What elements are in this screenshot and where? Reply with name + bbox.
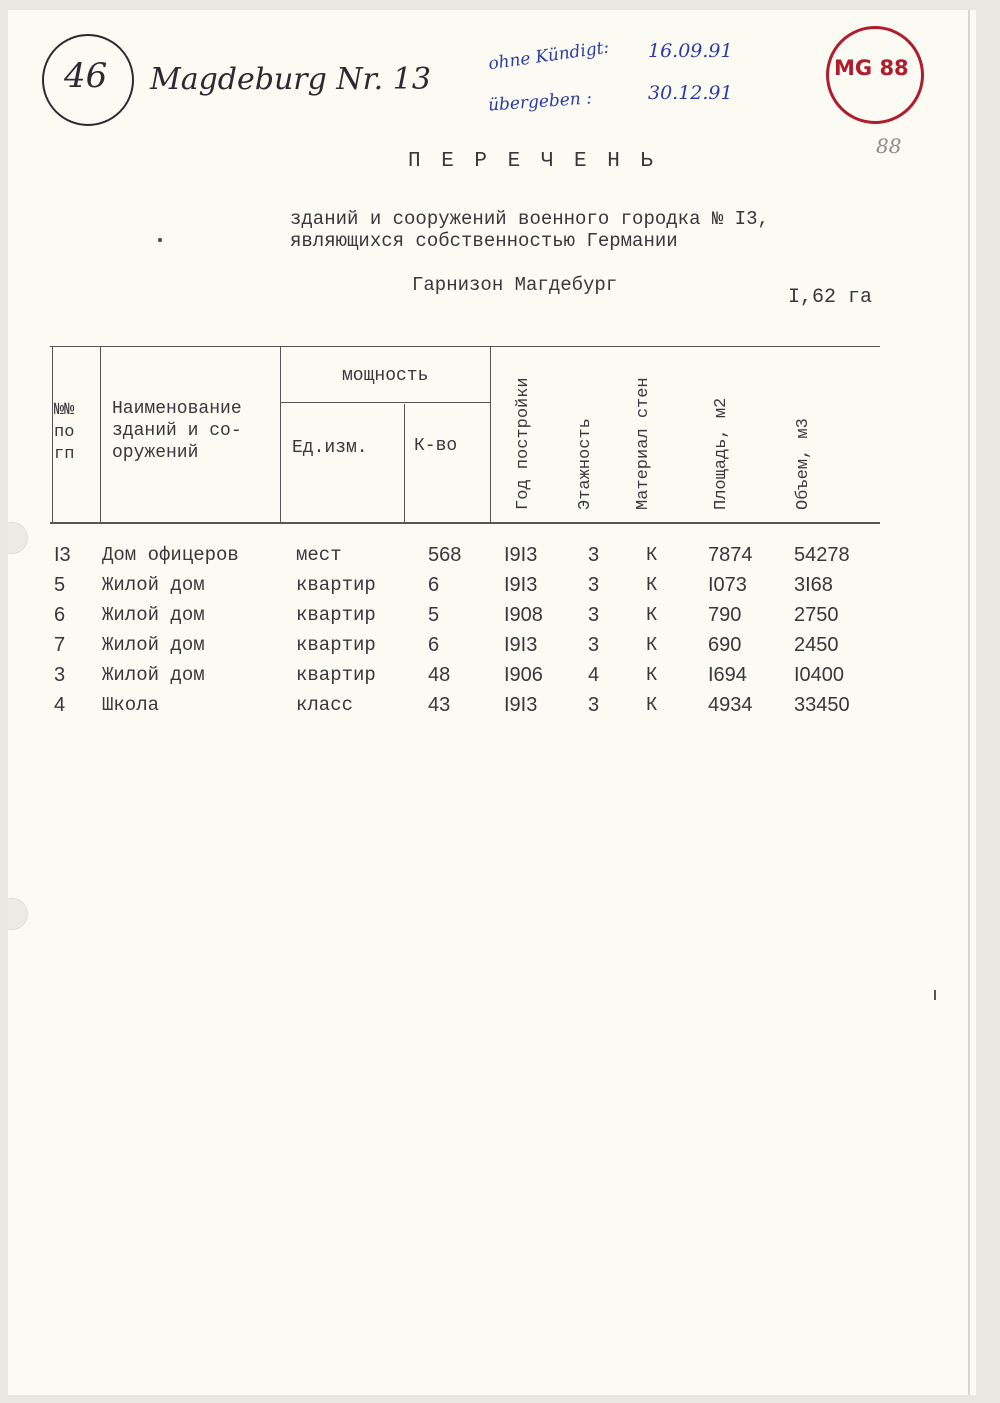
cell-name: Жилой дом [102, 574, 205, 596]
table-top-rule [50, 346, 880, 347]
cell-year: I9I3 [504, 694, 538, 716]
cell-unit: квартир [296, 634, 376, 656]
cell-area: I073 [708, 574, 747, 596]
paper-edge [968, 10, 970, 1395]
cell-material: К [646, 544, 658, 566]
cell-num: I3 [54, 544, 71, 566]
cell-name: Жилой дом [102, 634, 205, 656]
cell-year: I9I3 [504, 544, 538, 566]
cell-volume: I0400 [794, 664, 845, 686]
punch-hole-bottom [8, 898, 28, 930]
cell-num: 6 [54, 604, 66, 626]
document-title: П Е Р Е Ч Е Н Ь [408, 150, 658, 173]
cell-unit: квартир [296, 664, 376, 686]
col-line-3 [404, 404, 405, 524]
cell-unit: квартир [296, 574, 376, 596]
cell-unit: класс [296, 694, 354, 716]
col-line-1 [100, 346, 101, 524]
col-line-4 [490, 346, 491, 524]
subtitle-line2: являющихся собственностью Германии [290, 230, 678, 252]
cell-floors: 3 [588, 634, 600, 656]
cell-name: Жилой дом [102, 664, 205, 686]
cell-qty: 568 [428, 544, 462, 566]
cell-num: 3 [54, 664, 66, 686]
cell-name: Школа [102, 694, 160, 716]
note-date1: 16.09.91 [648, 40, 733, 62]
cell-area: 790 [708, 604, 742, 626]
cell-unit: мест [296, 544, 342, 566]
header-volume: Объем, м3 [794, 418, 813, 510]
cell-volume: 33450 [794, 694, 850, 716]
cell-qty: 48 [428, 664, 451, 686]
header-area: Площадь, м2 [712, 397, 731, 510]
header-qty: К-во [414, 436, 458, 456]
cell-num: 5 [54, 574, 66, 596]
cell-floors: 4 [588, 664, 600, 686]
punch-hole-top [8, 522, 28, 554]
cell-name: Жилой дом [102, 604, 205, 626]
cell-volume: 2750 [794, 604, 839, 626]
cell-qty: 6 [428, 634, 440, 656]
cell-floors: 3 [588, 544, 600, 566]
cell-material: К [646, 664, 658, 686]
note-line1: ohne Kündigt: [487, 37, 611, 75]
note-date2: 30.12.91 [648, 82, 733, 104]
cell-material: К [646, 694, 658, 716]
header-material: Материал стен [634, 377, 653, 510]
cell-qty: 43 [428, 694, 451, 716]
header-num: №№ по гп [54, 401, 75, 464]
capacity-rule [280, 402, 490, 403]
cell-year: I9I3 [504, 634, 538, 656]
header-year: Год постройки [514, 377, 533, 510]
dot-mark [158, 238, 162, 242]
cell-qty: 6 [428, 574, 440, 596]
cell-area: 690 [708, 634, 742, 656]
cell-material: К [646, 574, 658, 596]
cell-floors: 3 [588, 574, 600, 596]
cell-num: 4 [54, 694, 66, 716]
cell-num: 7 [54, 634, 66, 656]
edge-mark [934, 990, 936, 1000]
cell-area: 4934 [708, 694, 753, 716]
table-header-rule [50, 522, 880, 524]
document-page [8, 10, 976, 1395]
cell-name: Дом офицеров [102, 544, 239, 566]
col-line-0 [52, 346, 53, 524]
cell-volume: 54278 [794, 544, 850, 566]
handwritten-title: Magdeburg Nr. 13 [150, 62, 431, 97]
cell-material: К [646, 604, 658, 626]
subtitle-line1: зданий и сооружений военного городка № I3, [290, 208, 769, 230]
area-total: I,62 га [788, 286, 873, 309]
cell-unit: квартир [296, 604, 376, 626]
cell-area: I694 [708, 664, 747, 686]
note-line2: übergeben : [487, 88, 593, 116]
header-floors: Этажность [576, 418, 595, 510]
cell-year: I906 [504, 664, 543, 686]
col-line-2 [280, 346, 281, 524]
header-name: Наименование зданий и со-оружений [112, 399, 242, 463]
page-number: 88 [876, 134, 902, 158]
header-unit: Ед.изм. [292, 438, 368, 458]
garrison: Гарнизон Магдебург [412, 274, 618, 296]
cell-volume: 3I68 [794, 574, 833, 596]
cell-year: I908 [504, 604, 543, 626]
cell-floors: 3 [588, 604, 600, 626]
header-capacity: мощность [342, 366, 429, 386]
cell-material: К [646, 634, 658, 656]
cell-area: 7874 [708, 544, 753, 566]
stamp-text: MG 88 [834, 56, 909, 80]
cell-qty: 5 [428, 604, 440, 626]
cell-year: I9I3 [504, 574, 538, 596]
circled-number-text: 46 [64, 56, 108, 96]
cell-floors: 3 [588, 694, 600, 716]
cell-volume: 2450 [794, 634, 839, 656]
